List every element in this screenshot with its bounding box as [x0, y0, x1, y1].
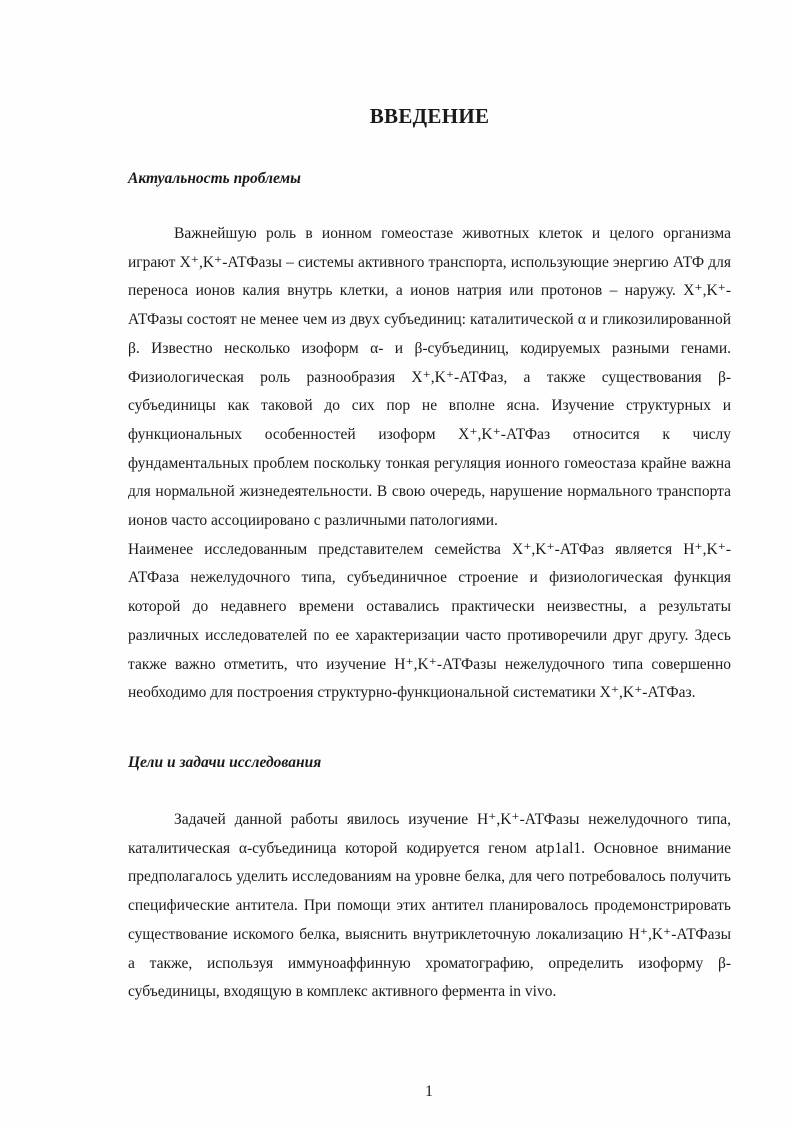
- section-heading-relevance: Актуальность проблемы: [128, 170, 301, 187]
- paragraph: Наименее исследованным представителем семейства X⁺,K⁺-АТФаз является H⁺,K⁺-АТФаза нежелудочного типа, субъединичное строение и физиологическая функция которой до недавнего времени оставались практически неизвестны, а результаты различных исследователей по ее характеризации часто противоречили друг другу. Здесь также важно отметить, что изучение H⁺,K⁺-АТФазы нежелудочного типа совершенно необходимо для построения структурно-функциональной систематики X⁺,K⁺-АТФаз.: [128, 540, 731, 702]
- paragraph: Задачей данной работы явилось изучение H⁺,K⁺-АТФазы нежелудочного типа, каталитическая α-субъединица которой кодируется геном atp1al1. Основное внимание предполагалось уделить исследованиям на уровне белка, для чего потребовалось получить специфические антитела. При помощи этих антител планировалось продемонстрировать существование искомого белка, выяснить внутриклеточную локализацию H⁺,K⁺-АТФазы а также, используя иммуноаффинную хроматографию, определить изоформу β-субъединицы, входящую в комплекс активного фермента in vivo.: [128, 811, 731, 1001]
- section-heading-goals: Цели и задачи исследования: [128, 754, 322, 771]
- goals-text: [128, 806, 731, 1007]
- page-title: ВВЕДЕНИЕ: [369, 104, 490, 128]
- relevance-text: [128, 220, 731, 708]
- page-number: 1: [425, 1083, 433, 1100]
- paragraph: Важнейшую роль в ионном гомеостазе животных клеток и целого организма играют X⁺,K⁺-АТФазы – системы активного транспорта, использующие энергию АТФ для переноса ионов калия внутрь клетки, а ионов натрия или протонов – наружу. X⁺,K⁺-АТФазы состоят не менее чем из двух субъединиц: каталитической α и гликозилированной β. Известно несколько изоформ α- и β-субъединиц, кодируемых разными генами. Физиологическая роль разнообразия X⁺,K⁺-АТФаз, а также существования β-субъединицы как таковой до сих пор не вполне ясна. Изучение структурных и функциональных особенностей изоформ X⁺,K⁺-АТФаз относится к числу фундаментальных проблем поскольку тонкая регуляция ионного гомеостаза крайне важна для нормальной жизнедеятельности. В свою очередь, нарушение нормального транспорта ионов часто ассоциировано с различными патологиями.: [128, 225, 731, 530]
